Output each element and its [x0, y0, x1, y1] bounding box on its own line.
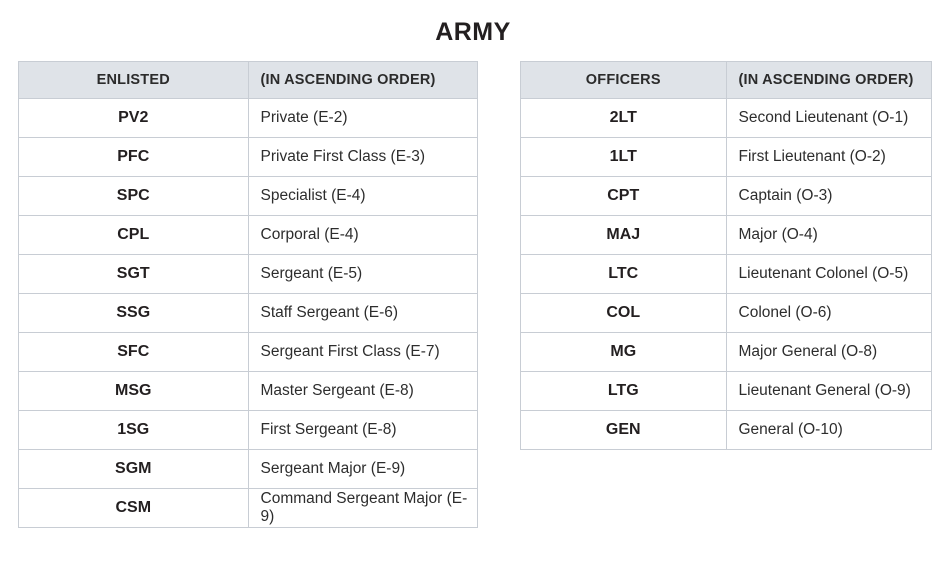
table-row [19, 138, 478, 177]
table-row [19, 372, 478, 411]
rank-name: Captain (O-3) [726, 177, 932, 216]
table-row [19, 255, 478, 294]
rank-abbr: MG [521, 333, 727, 372]
rank-abbr: GEN [521, 411, 727, 450]
rank-name: Master Sergeant (E-8) [248, 372, 478, 411]
table-row [521, 255, 932, 294]
rank-name: Lieutenant General (O-9) [726, 372, 932, 411]
table-row [19, 294, 478, 333]
table-row [19, 177, 478, 216]
table-row [521, 99, 932, 138]
rank-abbr: PFC [19, 138, 249, 177]
rank-abbr: 1SG [19, 411, 249, 450]
rank-name: First Sergeant (E-8) [248, 411, 478, 450]
rank-abbr: SFC [19, 333, 249, 372]
rank-name: Major General (O-8) [726, 333, 932, 372]
rank-abbr: MAJ [521, 216, 727, 255]
page-title: ARMY [435, 18, 511, 46]
enlisted-table-column [18, 61, 478, 528]
table-header-row [521, 62, 932, 99]
officers-table-body [521, 99, 932, 450]
enlisted-header-name: (IN ASCENDING ORDER) [248, 62, 478, 99]
rank-name: Major (O-4) [726, 216, 932, 255]
table-row [521, 177, 932, 216]
rank-abbr: 2LT [521, 99, 727, 138]
rank-name: Lieutenant Colonel (O-5) [726, 255, 932, 294]
rank-name: Second Lieutenant (O-1) [726, 99, 932, 138]
rank-tables-container [0, 61, 946, 528]
rank-abbr: 1LT [521, 138, 727, 177]
officers-header-abbr: OFFICERS [521, 62, 727, 99]
rank-name: Sergeant Major (E-9) [248, 450, 478, 489]
table-row [19, 216, 478, 255]
rank-name: Corporal (E-4) [248, 216, 478, 255]
rank-name: Command Sergeant Major (E-9) [248, 489, 478, 528]
table-row [521, 294, 932, 333]
enlisted-header-abbr: ENLISTED [19, 62, 249, 99]
rank-abbr: CPL [19, 216, 249, 255]
rank-abbr: LTG [521, 372, 727, 411]
enlisted-table-head [19, 62, 478, 99]
table-row [521, 411, 932, 450]
enlisted-table-body [19, 99, 478, 528]
table-row [19, 411, 478, 450]
rank-abbr: SGM [19, 450, 249, 489]
table-row [521, 372, 932, 411]
officers-table-column [520, 61, 932, 450]
rank-name: Sergeant First Class (E-7) [248, 333, 478, 372]
rank-name: Specialist (E-4) [248, 177, 478, 216]
enlisted-rank-table [18, 61, 478, 528]
rank-abbr: CSM [19, 489, 249, 528]
table-row [19, 99, 478, 138]
rank-abbr: COL [521, 294, 727, 333]
rank-name: General (O-10) [726, 411, 932, 450]
rank-abbr: SGT [19, 255, 249, 294]
rank-name: Private First Class (E-3) [248, 138, 478, 177]
rank-abbr: SPC [19, 177, 249, 216]
table-row [521, 138, 932, 177]
officers-header-name: (IN ASCENDING ORDER) [726, 62, 932, 99]
rank-name: Private (E-2) [248, 99, 478, 138]
rank-name: Sergeant (E-5) [248, 255, 478, 294]
rank-abbr: SSG [19, 294, 249, 333]
rank-abbr: CPT [521, 177, 727, 216]
table-row [521, 333, 932, 372]
rank-abbr: MSG [19, 372, 249, 411]
rank-abbr: LTC [521, 255, 727, 294]
officers-rank-table [520, 61, 932, 450]
table-row [19, 450, 478, 489]
rank-name: First Lieutenant (O-2) [726, 138, 932, 177]
rank-name: Colonel (O-6) [726, 294, 932, 333]
table-header-row [19, 62, 478, 99]
rank-name: Staff Sergeant (E-6) [248, 294, 478, 333]
table-row [19, 333, 478, 372]
table-row [521, 216, 932, 255]
rank-abbr: PV2 [19, 99, 249, 138]
table-row [19, 489, 478, 528]
officers-table-head [521, 62, 932, 99]
